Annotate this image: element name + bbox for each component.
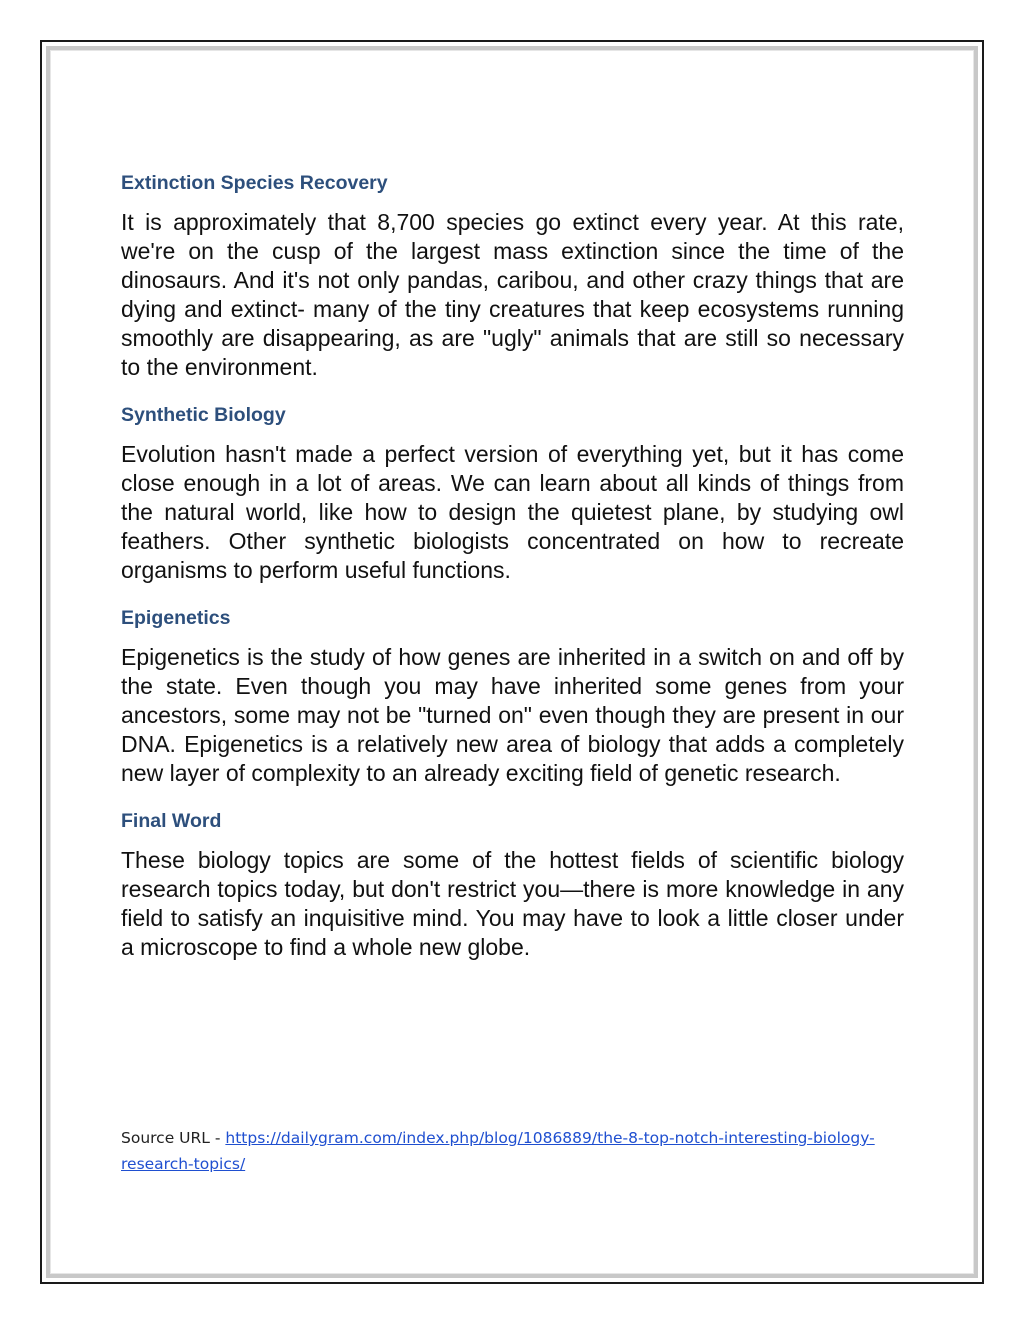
section-body-final-word: These biology topics are some of the hottest fields of scientific biology research topics today, but don't restrict you—there is more knowledge in any field to satisfy an inquisitive mind. You may have to look a little closer under a microscope to find a whole new globe.	[121, 847, 904, 960]
section-heading-extinction: Extinction Species Recovery	[121, 172, 388, 194]
source-link[interactable]: https://dailygram.com/index.php/blog/1086889/the-8-top-notch-interesting-biology-research-topics/	[121, 1129, 875, 1173]
section-body-epigenetics: Epigenetics is the study of how genes are inherited in a switch on and off by the state. Even though you may have inherited some genes from your ancestors, some may not be "turned on" even though they are present in our DNA. Epigenetics is a relatively new area of biology that adds a completely new layer of complexity to an already exciting field of genetic research.	[121, 644, 904, 786]
source-label: Source URL -	[121, 1129, 226, 1147]
section-heading-final-word: Final Word	[121, 810, 222, 832]
section-body-synthetic-biology: Evolution hasn't made a perfect version of everything yet, but it has come close enough in a lot of areas. We can learn about all kinds of things from the natural world, like how to design the quietest plane, by studying owl feathers. Other synthetic biologists concentrated on how to recreate organisms to perform useful functions.	[121, 441, 904, 583]
section-heading-epigenetics: Epigenetics	[121, 607, 231, 629]
section-body-extinction: It is approximately that 8,700 species go extinct every year. At this rate, we're on the cusp of the largest mass extinction since the time of the dinosaurs. And it's not only pandas, caribou, and other crazy things that are dying and extinct- many of the tiny creatures that keep ecosystems running smoothly are disappearing, as are "ugly" animals that are still so necessary to the environment.	[121, 209, 904, 380]
document-content	[121, 170, 904, 982]
section-heading-synthetic-biology: Synthetic Biology	[121, 404, 286, 426]
source-citation	[121, 1125, 904, 1177]
